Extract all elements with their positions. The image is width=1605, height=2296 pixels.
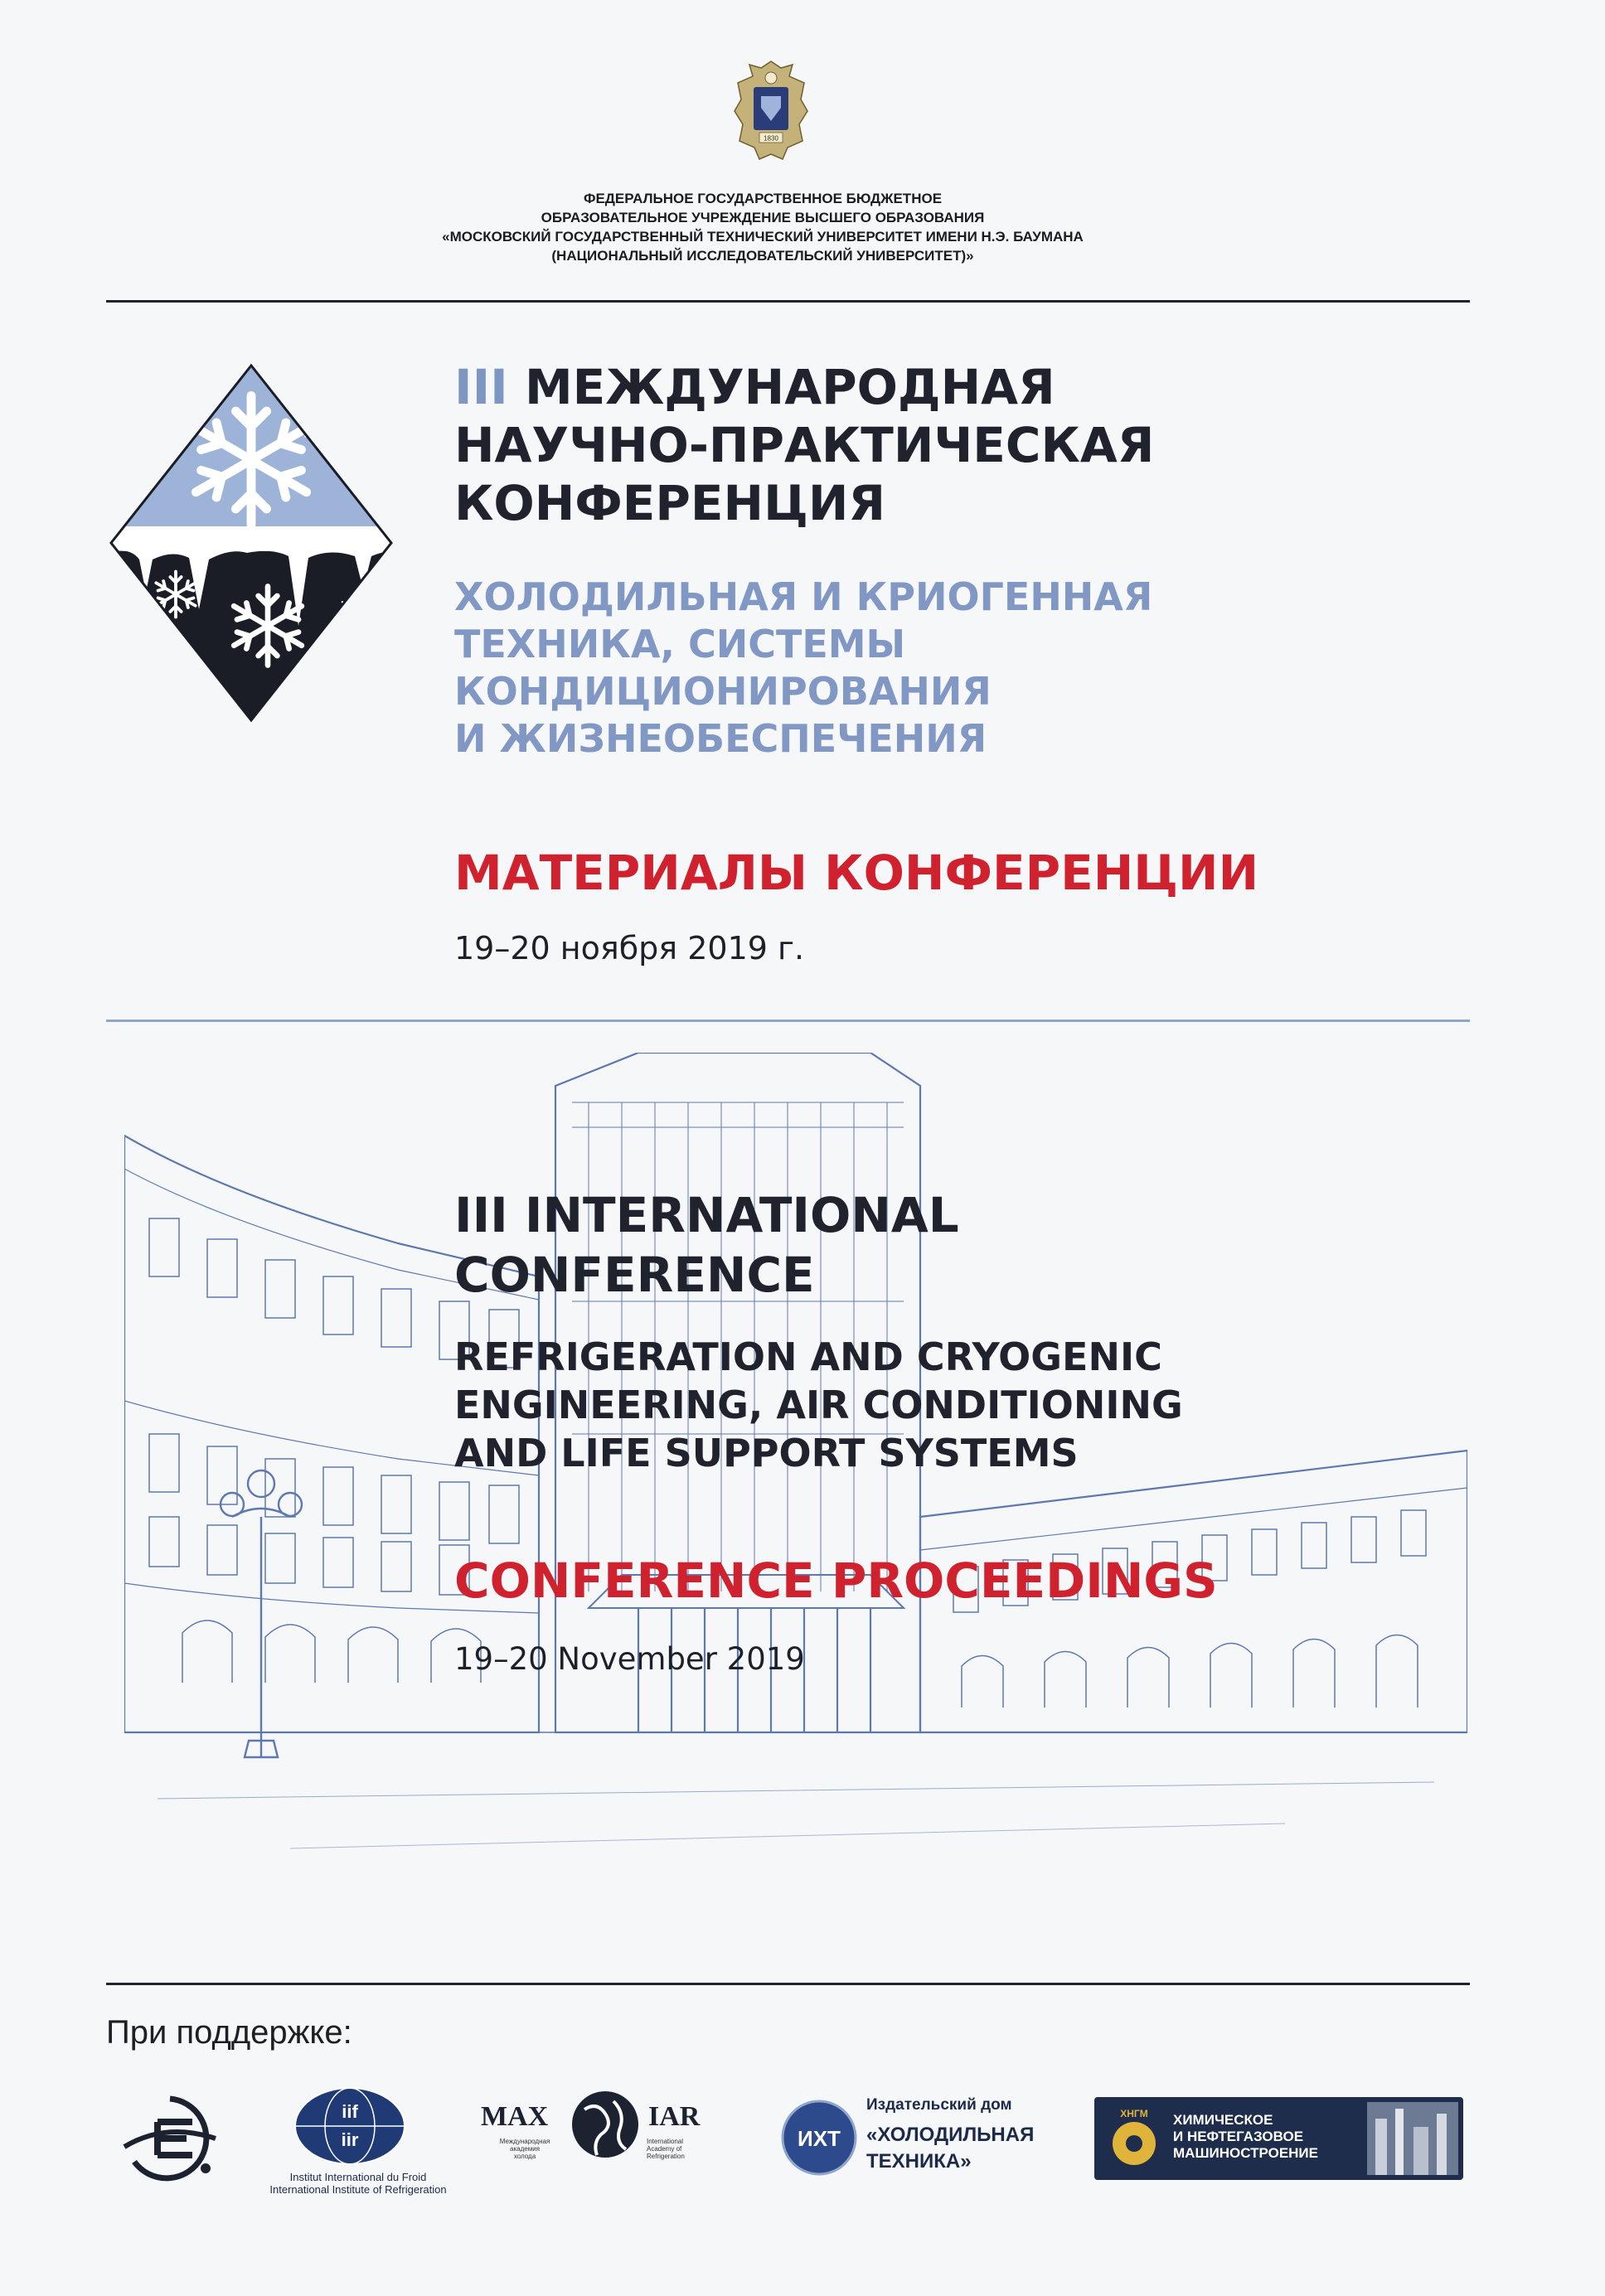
gear-icon [1101, 2104, 1167, 2173]
snowflake-diamond-logo [106, 361, 396, 725]
subtitle-line: КОНДИЦИОНИРОВАНИЯ [454, 669, 992, 714]
publisher-badge-icon [779, 2098, 859, 2177]
russian-date: 19–20 ноября 2019 г. [454, 930, 805, 966]
institution-name [348, 189, 1177, 265]
university-emblem [730, 58, 812, 166]
industrial-plant-icon [1367, 2102, 1458, 2175]
proceedings-heading: CONFERENCE PROCEEDINGS [454, 1552, 1218, 1609]
khim-text: ХИМИЧЕСКОЕ И НЕФТЕГАЗОВОЕ МАШИНОСТРОЕНИЕ [1173, 2112, 1318, 2161]
title-line: КОНФЕРЕНЦИЯ [454, 475, 886, 531]
materials-heading: МАТЕРИАЛЫ КОНФЕРЕНЦИИ [454, 845, 1259, 901]
orbit-logo-icon [116, 2089, 224, 2188]
khim-neftegaz-logo [1094, 2097, 1463, 2180]
english-date: 19–20 November 2019 [454, 1641, 805, 1677]
iar-label: IAR [648, 2101, 701, 2132]
max-label: MAX [481, 2101, 549, 2132]
bottom-divider [106, 1983, 1470, 1985]
iif-caption-fr: Institut International du Froid [289, 2171, 427, 2183]
middle-divider [106, 1020, 1470, 1022]
publisher-line1: Издательский дом [866, 2096, 1012, 2114]
iif-globe-icon [292, 2085, 408, 2168]
institution-line: ФЕДЕРАЛЬНОЕ ГОСУДАРСТВЕННОЕ БЮДЖЕТНОЕ [583, 191, 943, 206]
svg-text:1830: 1830 [764, 134, 778, 143]
subtitle-line: И ЖИЗНЕОБЕСПЕЧЕНИЯ [454, 716, 987, 761]
institution-line: «МОСКОВСКИЙ ГОСУДАРСТВЕННЫЙ ТЕХНИЧЕСКИЙ УНИВЕРСИТЕТ ИМЕНИ Н.Э. БАУМАНА [442, 229, 1084, 245]
svg-text:ИХТ: ИХТ [798, 2126, 841, 2151]
max-iar-logo [481, 2085, 730, 2192]
supporters-label: При поддержке: [106, 2014, 352, 2051]
subtitle-line: ТЕХНИКА, СИСТЕМЫ [454, 622, 906, 666]
subtitle-line: REFRIGERATION AND CRYOGENIC [454, 1334, 1162, 1379]
svg-text:ХНГМ: ХНГМ [1120, 2108, 1148, 2119]
russian-title [454, 358, 1532, 532]
institution-line: ОБРАЗОВАТЕЛЬНОЕ УЧРЕЖДЕНИЕ ВЫСШЕГО ОБРАЗОВАНИЯ [541, 210, 985, 225]
svg-text:iir: iir [341, 2129, 359, 2150]
subtitle-line: ХОЛОДИЛЬНАЯ И КРИОГЕННАЯ [454, 574, 1153, 619]
english-subtitle [454, 1333, 1532, 1477]
publisher-logo [779, 2093, 1053, 2184]
publisher-line2: «ХОЛОДИЛЬНАЯ [866, 2124, 1035, 2146]
max-small-text: Международная академия холода [499, 2138, 550, 2160]
subtitle-line: AND LIFE SUPPORT SYSTEMS [454, 1431, 1079, 1475]
roman-numeral: III [454, 359, 508, 415]
title-line: НАУЧНО-ПРАКТИЧЕСКАЯ [454, 417, 1155, 473]
iif-iir-logo [259, 2085, 458, 2201]
iif-caption-en: International Institute of Refrigeration [269, 2183, 447, 2196]
globe-icon [568, 2085, 642, 2168]
title-line: CONFERENCE [454, 1247, 815, 1303]
title-line: МЕЖДУНАРОДНАЯ [524, 359, 1055, 415]
institution-line: (НАЦИОНАЛЬНЫЙ ИССЛЕДОВАТЕЛЬСКИЙ УНИВЕРСИТЕТ)» [551, 248, 974, 264]
svg-text:iif: iif [342, 2101, 358, 2122]
top-divider [106, 300, 1470, 303]
iar-small-text: International Academy of Refrigeration [647, 2138, 685, 2160]
russian-subtitle [454, 574, 1532, 763]
english-title [454, 1185, 1532, 1305]
title-line: III INTERNATIONAL [454, 1187, 959, 1243]
publisher-line3: ТЕХНИКА» [866, 2150, 972, 2172]
subtitle-line: ENGINEERING, AIR CONDITIONING [454, 1383, 1183, 1427]
